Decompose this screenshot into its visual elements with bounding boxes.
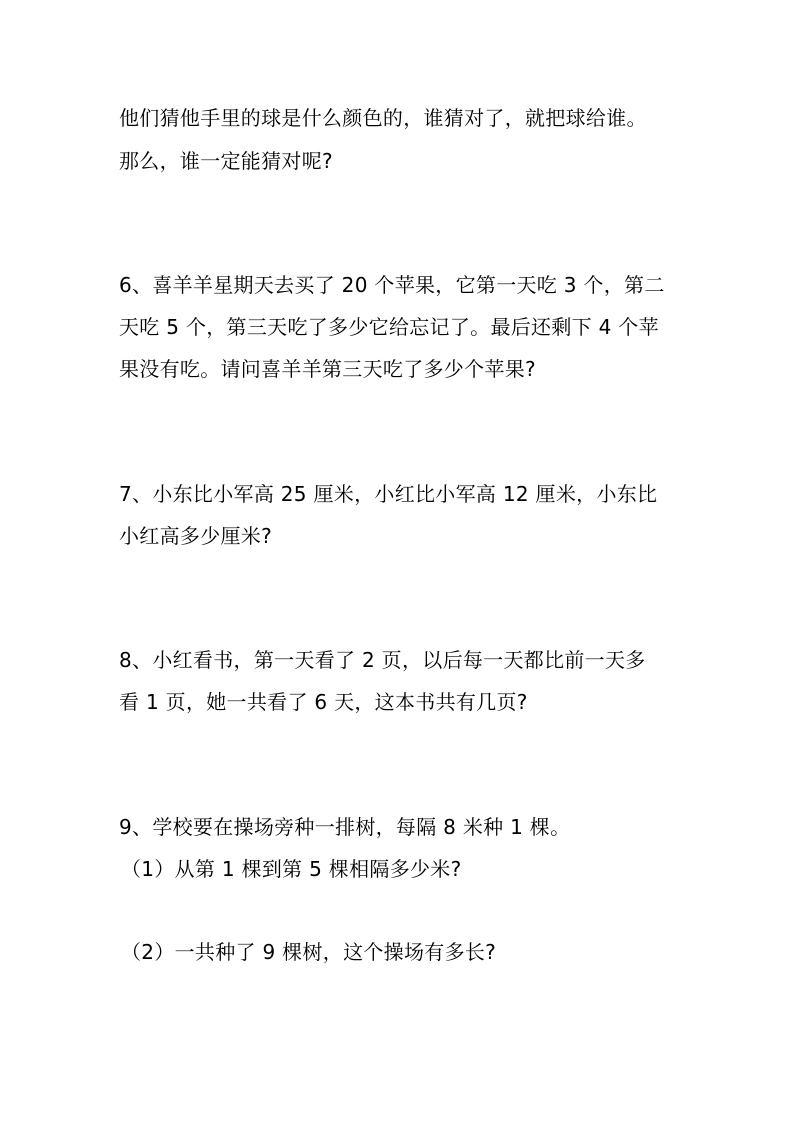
question-6-line-1: 6、喜羊羊星期天去买了 20 个苹果，它第一天吃 3 个，第二: [119, 273, 665, 297]
question-7-line-2: 小红高多少厘米?: [119, 524, 273, 548]
question-9-subquestion-1: （1）从第 1 棵到第 5 棵相隔多少米?: [121, 857, 462, 881]
question-9-line-1: 9、学校要在操场旁种一排树，每隔 8 米种 1 棵。: [119, 815, 571, 839]
intro-line-2: 那么，谁一定能猜对呢?: [119, 149, 333, 173]
question-6-line-3: 果没有吃。请问喜羊羊第三天吃了多少个苹果?: [119, 357, 536, 381]
question-7-line-1: 7、小东比小军高 25 厘米，小红比小军高 12 厘米，小东比: [119, 482, 658, 506]
question-6-line-2: 天吃 5 个，第三天吃了多少它给忘记了。最后还剩下 4 个苹: [119, 315, 659, 339]
question-9-subquestion-2: （2）一共种了 9 棵树，这个操场有多长?: [121, 940, 497, 964]
intro-line-1: 他们猜他手里的球是什么颜色的，谁猜对了，就把球给谁。: [119, 106, 647, 130]
question-8-line-1: 8、小红看书，第一天看了 2 页，以后每一天都比前一天多: [119, 648, 646, 672]
question-8-line-2: 看 1 页，她一共看了 6 天，这本书共有几页?: [119, 690, 528, 714]
